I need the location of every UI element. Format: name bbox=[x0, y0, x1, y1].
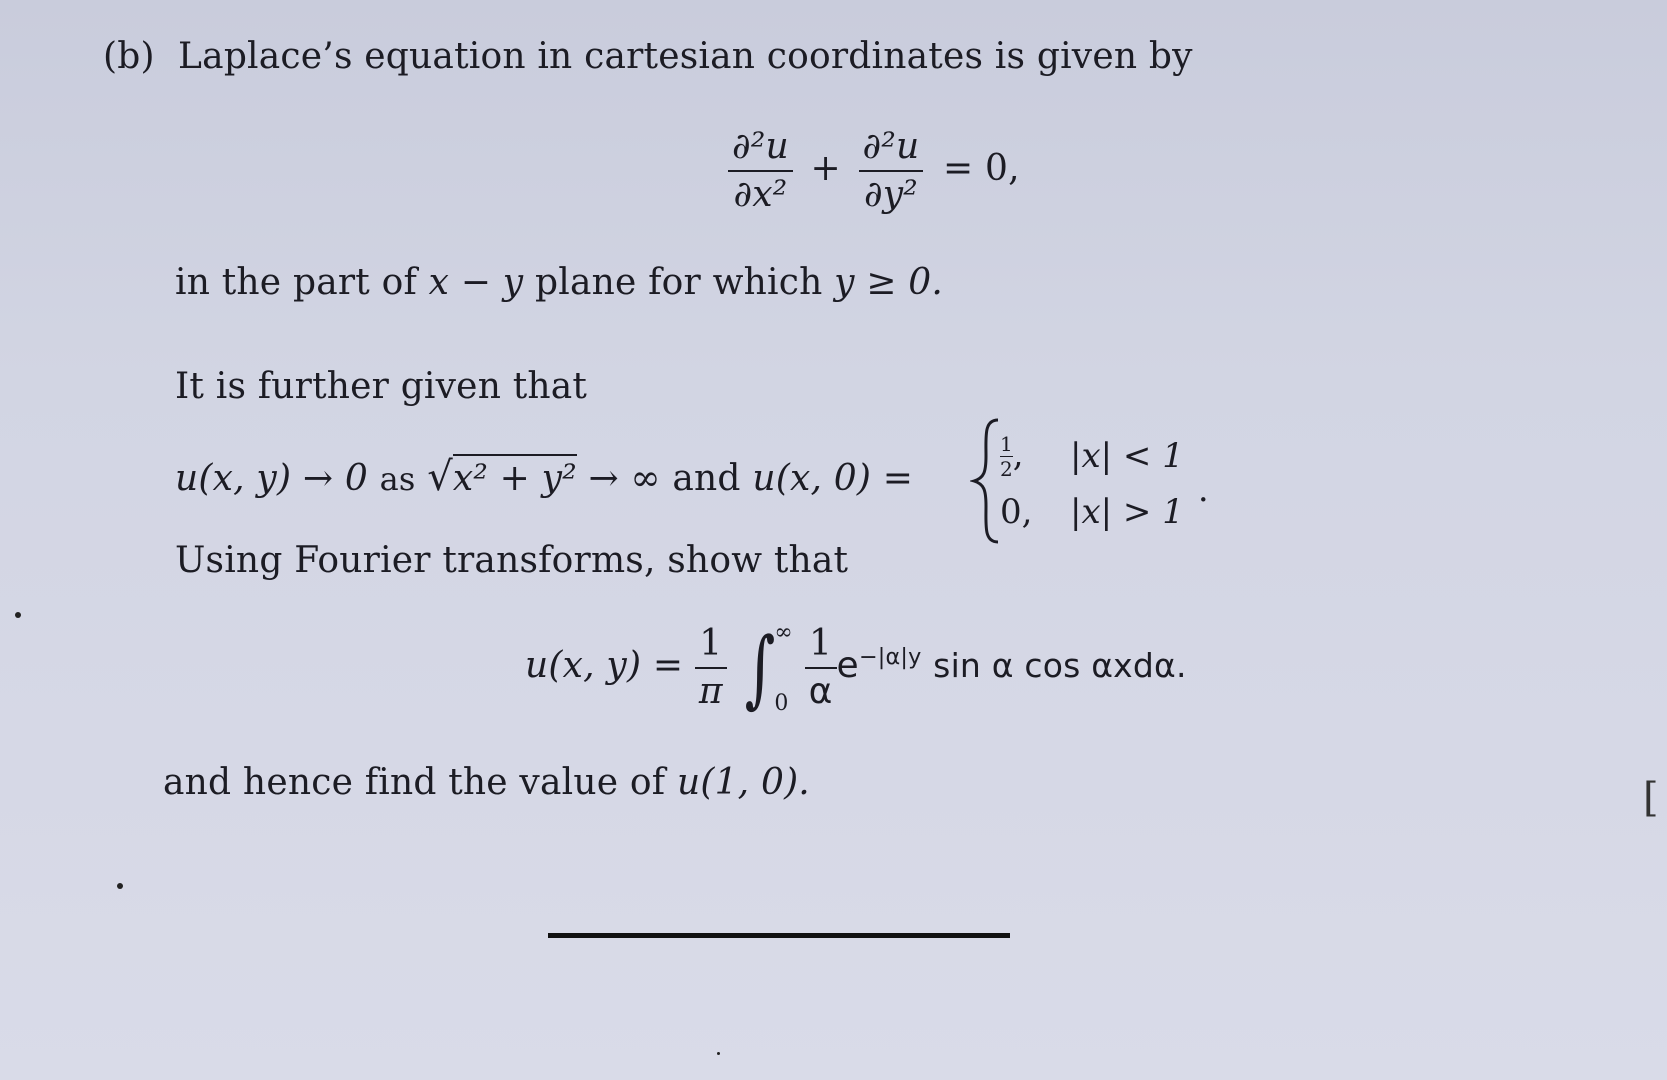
bc-infinity: → ∞ bbox=[588, 458, 661, 499]
lower-limit: 0 bbox=[774, 691, 789, 716]
integral-limits bbox=[774, 620, 793, 716]
final-math: u(1, 0). bbox=[676, 762, 810, 803]
integrand-tail: sin α cos αxdα. bbox=[933, 646, 1187, 685]
intro-text: Laplace’s equation in cartesian coordinates is given by bbox=[178, 36, 1193, 77]
laplace-equation bbox=[728, 128, 1020, 214]
case-value-2: 0, bbox=[1000, 492, 1033, 532]
xy-plane-math: x − y bbox=[428, 262, 524, 303]
result-lhs: u(x, y) = bbox=[525, 645, 684, 686]
exp-base: e bbox=[836, 645, 859, 686]
bc-as: as bbox=[379, 460, 416, 498]
sqrt-sign: √ bbox=[427, 454, 453, 500]
stray-dot bbox=[717, 1052, 720, 1055]
boundary-conditions bbox=[175, 454, 913, 500]
given-text: It is further given that bbox=[175, 366, 588, 407]
result-equation bbox=[525, 620, 1187, 716]
question-heading bbox=[103, 36, 1193, 77]
bc-limit: u(x, y) → 0 bbox=[175, 458, 368, 499]
y-condition: y ≥ 0. bbox=[834, 262, 944, 303]
part-label: (b) bbox=[103, 36, 155, 77]
upper-limit: ∞ bbox=[774, 620, 793, 645]
fraction-xx: $\frac{\text{∂²u}}{\text{∂x²}}$ bbox=[728, 128, 793, 214]
end-rule bbox=[548, 933, 1010, 938]
domain-line: in the part of x − y plane for which y ≥ 0. bbox=[175, 262, 944, 303]
margin-mark: [ bbox=[1643, 775, 1659, 821]
bc-u0: u(x, 0) = bbox=[752, 458, 914, 499]
sqrt-radicand: x² + y² bbox=[453, 454, 577, 499]
case-row-2 bbox=[1000, 470, 1209, 540]
one-over-alpha: $\frac{1}{\alpha}$ bbox=[805, 625, 837, 711]
cases-brace bbox=[970, 416, 1004, 546]
equation-rhs: = 0, bbox=[943, 147, 1020, 189]
stray-dot bbox=[117, 883, 123, 889]
half-fraction: $\frac{1}{2}$ bbox=[1000, 431, 1013, 481]
final-line: and hence find the value of u(1, 0). bbox=[163, 762, 810, 803]
exp-power: −|α|y bbox=[858, 644, 922, 670]
fraction-yy: $\frac{\text{∂²u}}{\text{∂y²}}$ bbox=[859, 128, 924, 214]
bc-and: and bbox=[672, 458, 741, 499]
one-over-pi: $\frac{1}{\pi}$ bbox=[695, 625, 727, 711]
case-condition-1: |x| < 1 bbox=[1070, 436, 1184, 476]
integral-sign: ∫ bbox=[745, 619, 776, 717]
plus-sign: + bbox=[810, 147, 841, 189]
case-condition-2: |x| > 1 bbox=[1070, 492, 1184, 532]
fourier-text: Using Fourier transforms, show that bbox=[175, 540, 849, 581]
cases-period: . bbox=[1197, 470, 1209, 510]
piecewise-cases bbox=[1000, 428, 1209, 540]
stray-dot bbox=[15, 612, 21, 618]
case-row-1: $\frac{1}{2}$ , |x| < 1 bbox=[1000, 431, 1184, 481]
